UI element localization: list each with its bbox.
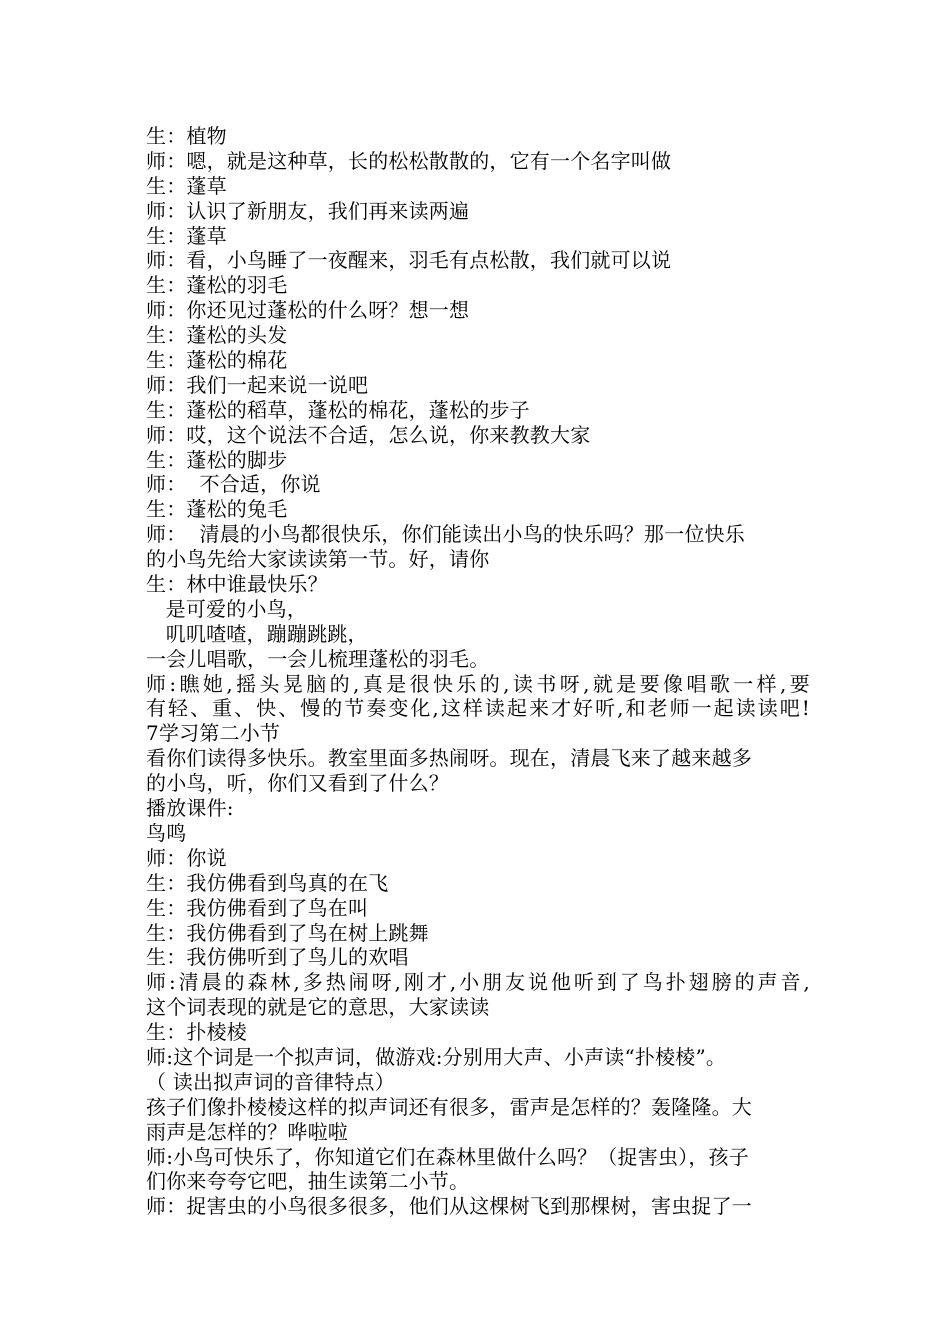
text-line: 师：认识了新朋友，我们再来读两遍 xyxy=(146,198,470,223)
text-line: 有轻、重、快、慢的节奏变化,这样读起来才好听,和老师一起读读吧! xyxy=(146,696,810,721)
text-line: 生：蓬松的稻草，蓬松的棉花，蓬松的步子 xyxy=(146,397,530,422)
text-line: 一会儿唱歌，一会儿梳理蓬松的羽毛。 xyxy=(146,646,490,671)
text-line: 7学习第二小节 xyxy=(146,721,281,746)
text-line: 生：扑棱棱 xyxy=(146,1020,247,1045)
text-line: 师： 清晨的小鸟都很快乐，你们能读出小鸟的快乐吗？那一位快乐 xyxy=(146,522,745,547)
text-line: 师：哎，这个说法不合适，怎么说，你来教教大家 xyxy=(146,422,591,447)
text-line: 生：蓬松的棉花 xyxy=(146,348,288,373)
text-line: 生：我仿佛看到了鸟在树上跳舞 xyxy=(146,920,429,945)
text-line: 师：你说 xyxy=(146,845,227,870)
text-line: 师:小鸟可快乐了，你知道它们在森林里做什么吗？（捉害虫），孩子 xyxy=(146,1144,749,1169)
text-line: 生：蓬松的兔毛 xyxy=(146,497,288,522)
text-line: 师：嗯，就是这种草，长的松松散散的，它有一个名字叫做 xyxy=(146,148,672,173)
text-line: 们你来夸夸它吧，抽生读第二小节。 xyxy=(146,1169,470,1194)
text-line: 师:这个词是一个拟声词，做游戏:分别用大声、小声读“扑棱棱”。 xyxy=(146,1044,727,1069)
text-line: 雨声是怎样的？哗啦啦 xyxy=(146,1119,348,1144)
text-line: 是可爱的小鸟， xyxy=(146,596,308,621)
text-line: 播放课件: xyxy=(146,796,234,821)
text-line: 生：蓬草 xyxy=(146,223,227,248)
text-line: 生：蓬松的头发 xyxy=(146,323,288,348)
text-line: 生：林中谁最快乐？ xyxy=(146,572,328,597)
text-line: 师：看，小鸟睡了一夜醒来，羽毛有点松散，我们就可以说 xyxy=(146,248,672,273)
text-line: 这个词表现的就是它的意思，大家读读 xyxy=(146,995,490,1020)
text-line: （ 读出拟声词的音律特点） xyxy=(146,1069,395,1094)
text-line: 师:清晨的森林,多热闹呀,刚才,小朋友说他听到了鸟扑翅膀的声音, xyxy=(146,970,810,995)
text-line: 生：我仿佛听到了鸟儿的欢唱 xyxy=(146,945,409,970)
text-line: 师:瞧她,摇头晃脑的,真是很快乐的,读书呀,就是要像唱歌一样,要 xyxy=(146,671,810,696)
text-line: 生：蓬草 xyxy=(146,173,227,198)
text-line: 师：我们一起来说一说吧 xyxy=(146,372,369,397)
text-line: 孩子们像扑棱棱这样的拟声词还有很多，雷声是怎样的？轰隆隆。大 xyxy=(146,1094,752,1119)
text-line: 师：你还见过蓬松的什么呀？想一想 xyxy=(146,298,470,323)
text-line: 鸟鸣 xyxy=(146,820,187,845)
text-line: 生：植物 xyxy=(146,124,227,148)
text-line: 叽叽喳喳，蹦蹦跳跳， xyxy=(146,621,368,646)
text-line: 的小鸟先给大家读读第一节。好，请你 xyxy=(146,547,490,572)
text-line: 生：我仿佛看到鸟真的在飞 xyxy=(146,870,389,895)
text-line: 生：蓬松的羽毛 xyxy=(146,273,288,298)
text-line: 生：蓬松的脚步 xyxy=(146,447,288,472)
text-line: 师： 不合适，你说 xyxy=(146,472,321,497)
text-line: 师：捉害虫的小鸟很多很多，他们从这棵树飞到那棵树，害虫捉了一 xyxy=(146,1194,752,1219)
document-page xyxy=(146,124,816,1219)
text-line: 看你们读得多快乐。教室里面多热闹呀。现在，清晨飞来了越来越多 xyxy=(146,746,752,771)
text-line: 的小鸟，听，你们又看到了什么？ xyxy=(146,771,449,796)
text-line: 生：我仿佛看到了鸟在叫 xyxy=(146,895,369,920)
